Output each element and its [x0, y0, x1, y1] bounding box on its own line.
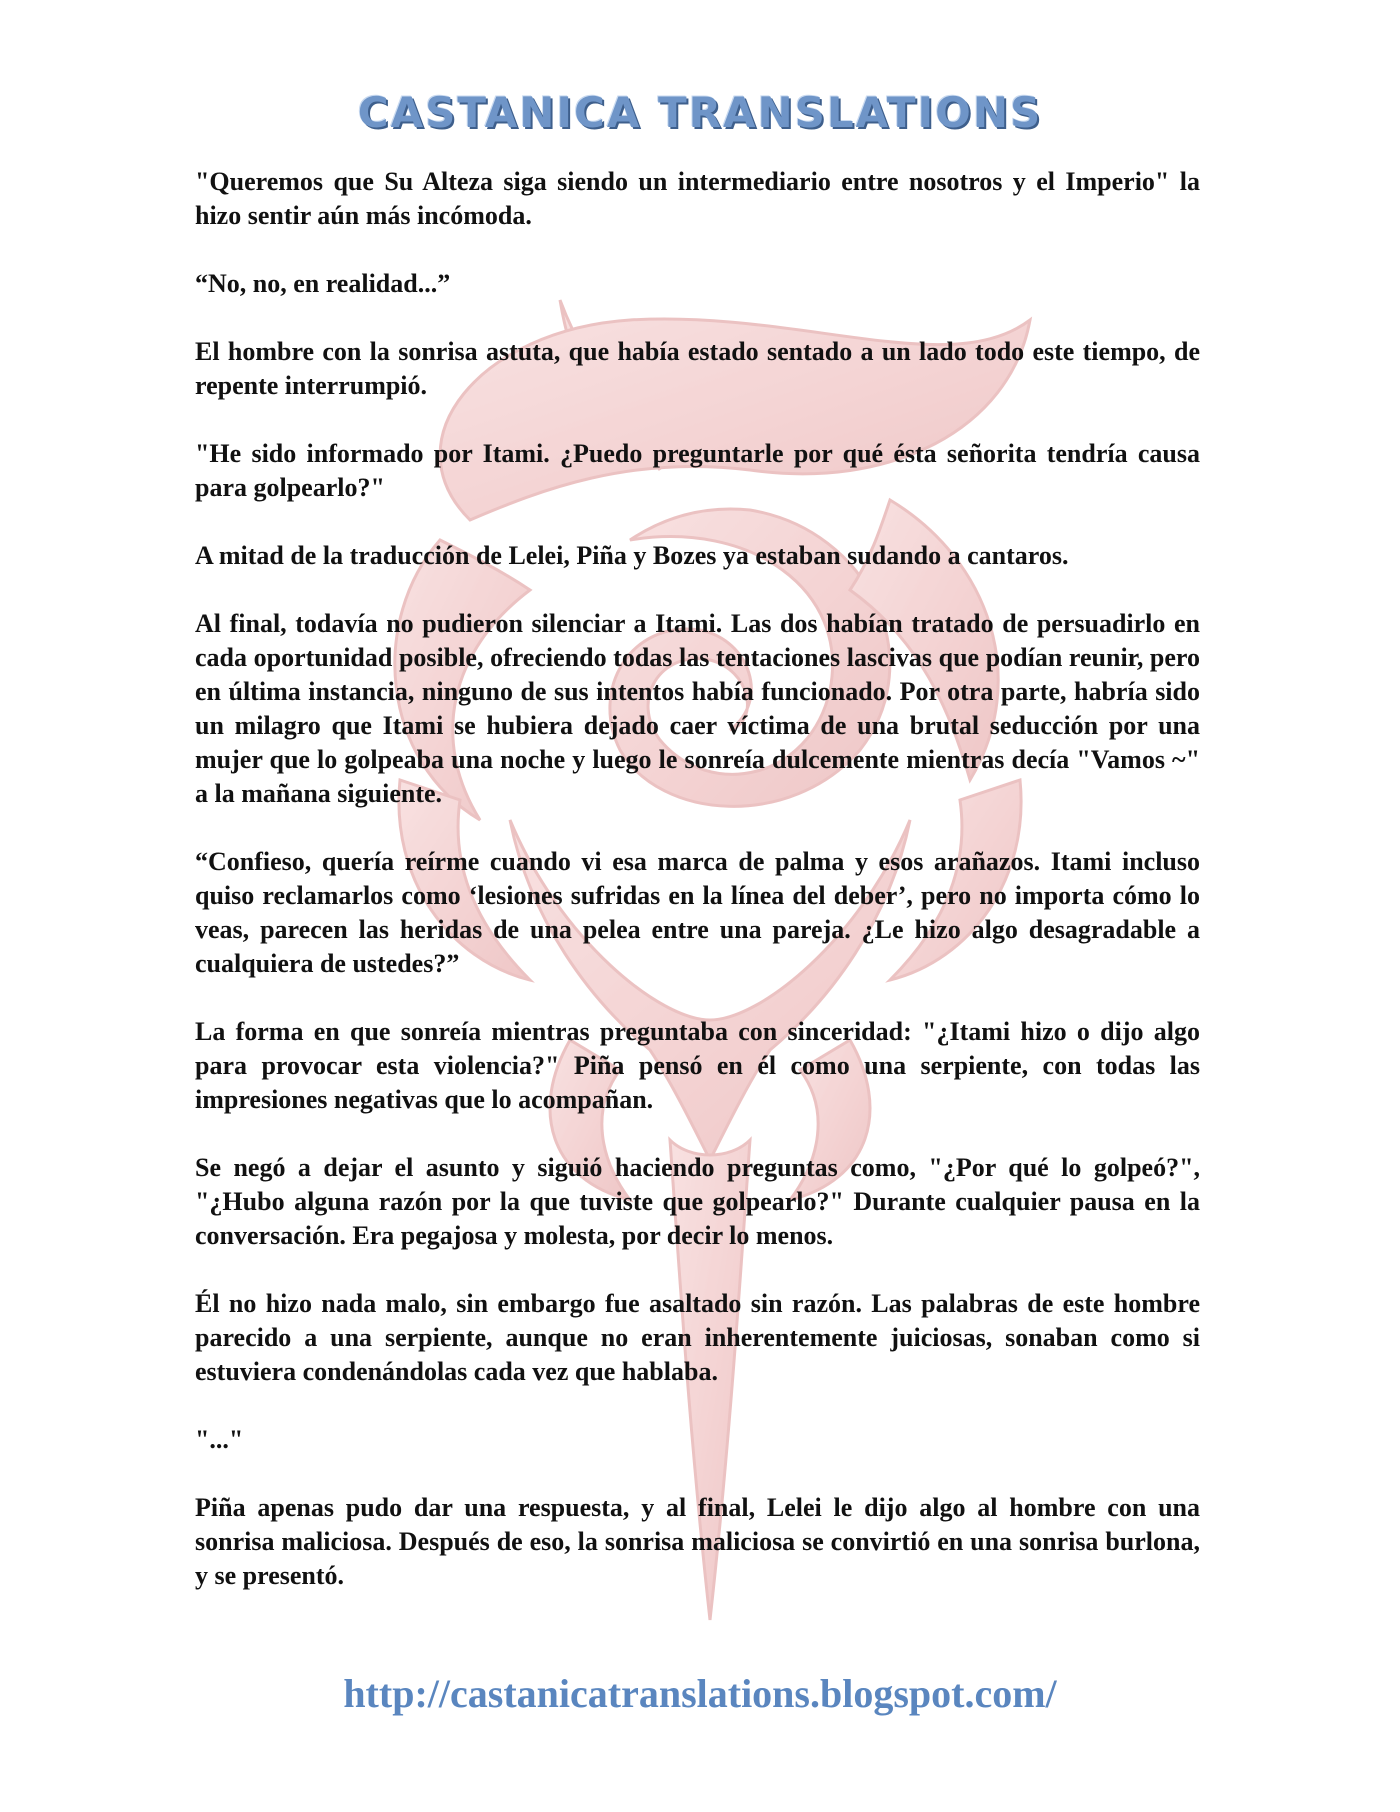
paragraph: “No, no, en realidad...”	[195, 269, 451, 298]
paragraph: El hombre con la sonrisa astuta, que había estado sentado a un lado todo este tiempo, de repente interrumpió.	[195, 337, 1200, 400]
paragraph: Al final, todavía no pudieron silenciar a Itami. Las dos habían tratado de persuadirlo en cada oportunidad posible, ofreciendo todas las tentaciones lascivas que podían reunir, pero en última instancia, ninguno de sus intentos había funcionado. Por otra parte, habría sido un milagro que Itami se hubiera dejado caer víctima de una brutal seducción por una mujer que lo golpeaba una noche y luego le sonreía dulcemente mientras decía "Vamos ~" a la mañana siguiente.	[195, 609, 1200, 808]
paragraph: A mitad de la traducción de Lelei, Piña y Bozes ya estaban sudando a cantaros.	[195, 541, 1069, 570]
paragraph: Él no hizo nada malo, sin embargo fue asaltado sin razón. Las palabras de este hombre parecido a una serpiente, aunque no eran inherentemente juiciosas, sonaban como si estuviera condenándolas cada vez que hablaba.	[195, 1289, 1200, 1386]
paragraph: "..."	[195, 1425, 244, 1454]
paragraph: "He sido informado por Itami. ¿Puedo preguntarle por qué ésta señorita tendría causa para golpearlo?"	[195, 439, 1200, 502]
paragraph: “Confieso, quería reírme cuando vi esa marca de palma y esos arañazos. Itami incluso quiso reclamarlos como ‘lesiones sufridas en la línea del deber’, pero no importa cómo lo veas, parecen las heridas de una pelea entre una pareja. ¿Le hizo algo desagradable a cualquiera de ustedes?”	[195, 847, 1200, 978]
paragraph: "Queremos que Su Alteza siga siendo un intermediario entre nosotros y el Imperio" la hizo sentir aún más incómoda.	[195, 167, 1200, 230]
paragraph: La forma en que sonreía mientras preguntaba con sinceridad: "¿Itami hizo o dijo algo para provocar esta violencia?" Piña pensó en él como una serpiente, con todas las impresiones negativas que lo acompañan.	[195, 1017, 1200, 1114]
paragraph: Se negó a dejar el asunto y siguió haciendo preguntas como, "¿Por qué lo golpeó?", "¿Hubo alguna razón por la que tuviste que golpearlo?" Durante cualquier pausa en la conversación. Era pegajosa y molesta, por decir lo menos.	[195, 1153, 1200, 1250]
paragraph: Piña apenas pudo dar una respuesta, y al final, Lelei le dijo algo al hombre con una sonrisa maliciosa. Después de eso, la sonrisa maliciosa se convirtió en una sonrisa burlona, y se presentó.	[195, 1493, 1200, 1590]
document-body	[195, 165, 1200, 1627]
page-header-title: CASTANICA TRANSLATIONS	[357, 88, 1043, 137]
footer-url-link[interactable]: http://castanicatranslations.blogspot.com/	[343, 1671, 1057, 1716]
